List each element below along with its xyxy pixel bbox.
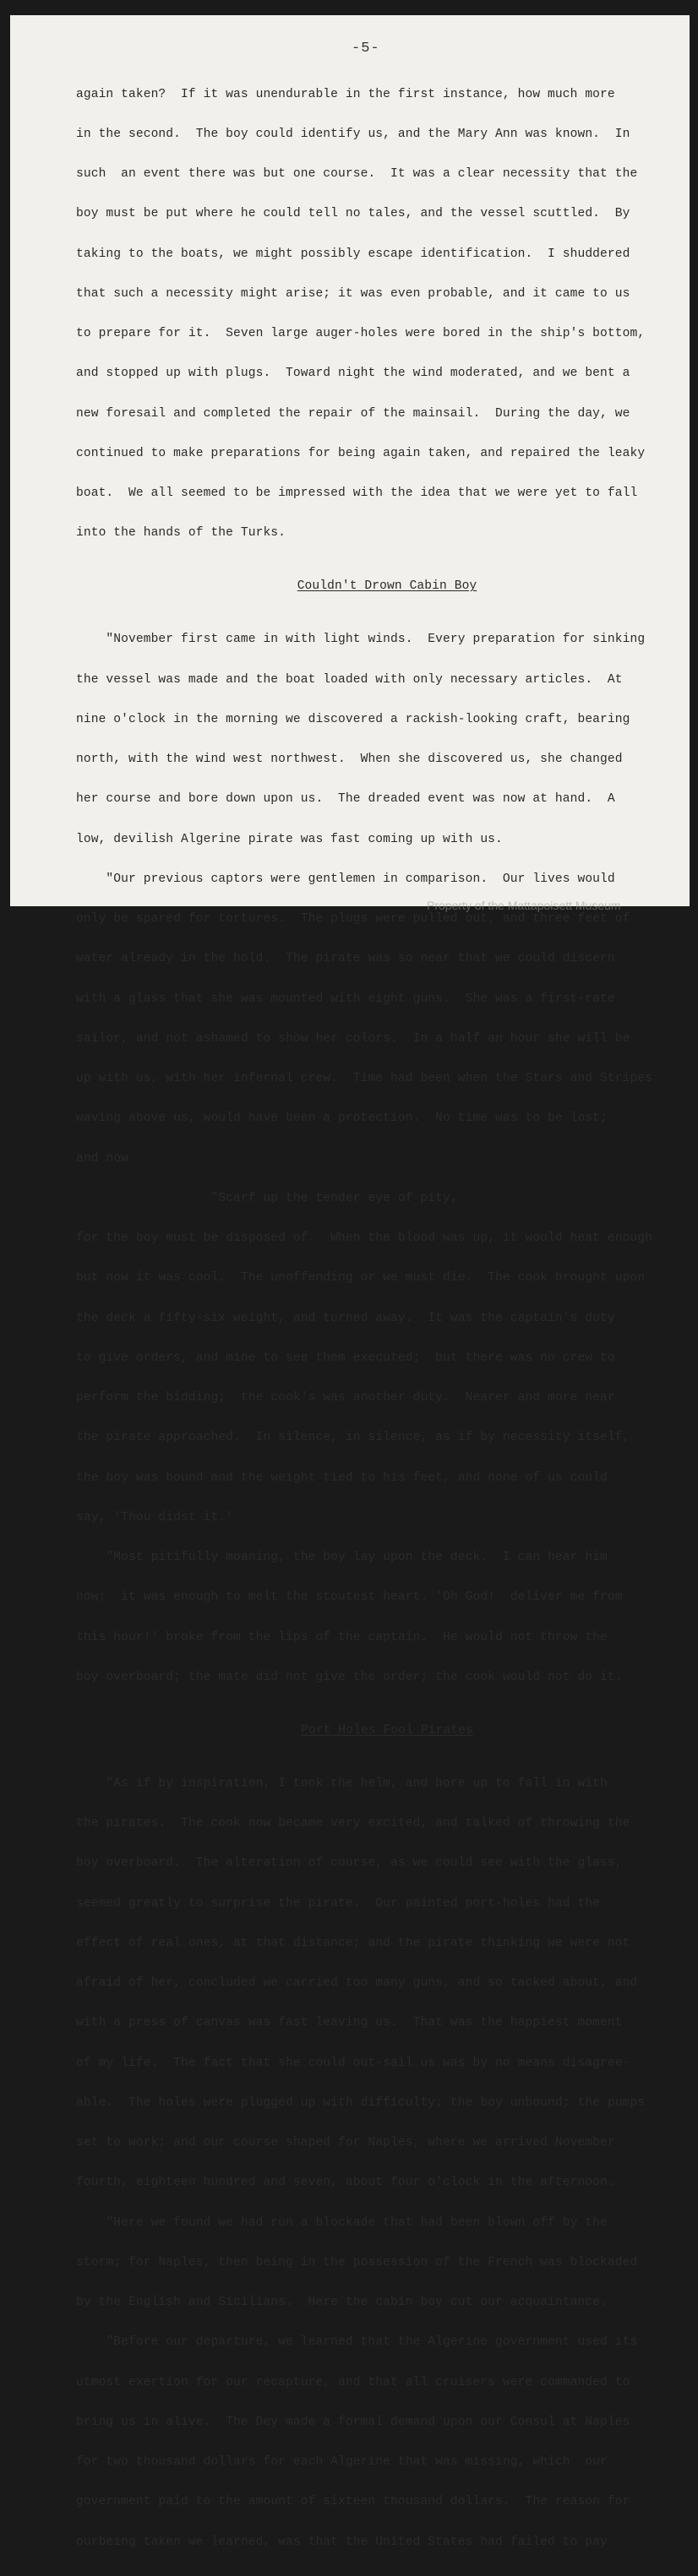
text-line: the vessel was made and the boat loaded with only necessary articles. At xyxy=(76,672,623,687)
text-line: to give orders, and mine to see them executed; but there was no crew to xyxy=(76,1350,615,1365)
text-line: the boy was bound and the weight tied to his feet, and none of us could xyxy=(76,1470,608,1485)
watermark: Property of the Mattapoisett Museum xyxy=(427,899,621,912)
text-line: new foresail and completed the repair of the mainsail. During the day, we xyxy=(76,406,630,421)
text-line: north, with the wind west northwest. When she discovered us, she changed xyxy=(76,753,623,766)
text-line: up with us, with her infernal crew. Time had been when the Stars and Stripes xyxy=(76,1072,653,1085)
text-line: by the English and Sicilians. Here the cabin boy cut our acquaintance. xyxy=(76,2296,608,2309)
text-line: to prepare for it. Seven large auger-holes were bored in the ship's bottom, xyxy=(76,327,646,340)
text-line: boy must be put where he could tell no tales, and the vessel scuttled. By xyxy=(76,207,630,221)
text-line: water already in the hold. The pirate was so near that we could discern xyxy=(76,952,615,966)
text-line: able. The holes were plugged up with difficulty; the boy unbound; the pumps xyxy=(76,2095,646,2110)
text-line: "November first came in with light winds. Every preparation for sinking xyxy=(76,633,646,647)
text-line: waving above us, would have been a protection. No time was to be lost; xyxy=(76,1111,608,1126)
text-line: this hour!' broke from the lips of the captain. He would not throw the xyxy=(76,1630,608,1644)
text-line: "As if by inspiration, I took the helm, and bore up to fall in with xyxy=(76,1776,608,1791)
text-line: again taken? If it was unendurable in the first instance, how much more xyxy=(76,87,615,101)
body-text xyxy=(76,62,698,2576)
text-line: sailor, and not ashamed to show her colors. In a half an hour she will be xyxy=(76,1031,630,1046)
text-line: the pirate approached. In silence, in silence, as if by necessity itself, xyxy=(76,1431,630,1445)
text-line: with a glass that she was mounted with eight guns. She was a first-rate xyxy=(76,992,615,1006)
text-line: her course and bore down upon us. The dreaded event was now at hand. A xyxy=(76,792,615,807)
text-line: only be spared for tortures. The plugs were pulled out, and three feet of xyxy=(76,912,630,926)
section-heading-text: Couldn't Drown Cabin Boy xyxy=(297,579,477,594)
section-heading-text: Port Holes Fool Pirates xyxy=(301,1723,473,1737)
text-line: perform the bidding; the cook's was another duty. Nearer and more near xyxy=(76,1391,615,1405)
text-line: boy overboard. The alteration of course, as we could see with the glass, xyxy=(76,1856,623,1871)
text-line: with a press of canvas was fast leaving us. That was the happiest moment xyxy=(76,2016,623,2030)
text-line: but now it was cool. The unoffending or we must die. The cook brought upon xyxy=(76,1271,646,1285)
text-line: storm; for Naples, then being in the possession of the French was blockaded xyxy=(76,2255,638,2269)
text-line: fourth, eighteen hundred and seven, about four o'clock in the afternoon. xyxy=(76,2176,615,2190)
text-line: "Most pitifully moaning, the boy lay upon the deck. I can hear him xyxy=(76,1551,608,1564)
text-line: say, 'Thou didst it.' xyxy=(76,1510,234,1524)
text-line: "Before our departure, we learned that the Algerine government used its xyxy=(76,2335,638,2350)
text-line: "Scarf up the tender eye of pity, xyxy=(76,1191,458,1205)
text-line: now; it was enough to melt the stoutest heart. 'Oh God! deliver me from xyxy=(76,1590,623,1605)
text-line: "Here we found we had run a blockade that had been blown off by the xyxy=(76,2215,608,2230)
text-line: the deck a fifty-six weight, and turned away. It was the captain's duty xyxy=(76,1311,615,1325)
text-line: such an event there was but one course. It was a clear necessity that the xyxy=(76,167,638,181)
text-line: ourbeing taken we learned, was that the United States had failed to pay xyxy=(76,2535,608,2549)
text-line: of my life. The fact that she could out-sail us was by no means disagree- xyxy=(76,2056,630,2070)
text-line: afraid of her, concluded we carried too many guns, and so tacked about, and xyxy=(76,1976,638,1990)
text-line: for two thousand dollars for each Algerine that was missing, which our xyxy=(76,2455,608,2469)
section-heading xyxy=(76,1725,698,1738)
text-line: into the hands of the Turks. xyxy=(76,526,286,541)
text-line: that such a necessity might arise; it was even probable, and it came to us xyxy=(76,286,630,301)
text-line: "Our previous captors were gentlemen in comparison. Our lives would xyxy=(76,872,615,886)
document-page xyxy=(10,15,690,2549)
text-line: the pirates. The cook now became very excited, and talked of throwing the xyxy=(76,1817,630,1830)
text-line: and now xyxy=(76,1151,129,1166)
text-line: nine o'clock in the morning we discovered a rackish-looking craft, bearing xyxy=(76,712,630,726)
text-line: bring us in alive. The Dey made a formal demand upon our Consul at Naples xyxy=(76,2415,630,2429)
text-line: set to work; and our course shaped for Naples, where we arrived November xyxy=(76,2136,615,2149)
text-line: utmost exertion for our recapture, and that all cruisers were commanded to xyxy=(76,2375,630,2389)
text-line: boy overboard; the mate did not give the order; the cook would not do it. xyxy=(76,1670,623,1684)
text-line: government paid to the amount of sixteen thousand dollars. The reason for xyxy=(76,2495,630,2509)
page-number: -5- xyxy=(352,41,380,57)
text-line: effect of real ones, at that distance; and the pirate thinking we were not xyxy=(76,1936,630,1950)
text-line: boat. We all seemed to be impressed with the idea that we were yet to fall xyxy=(76,486,638,500)
text-line: taking to the boats, we might possibly escape identification. I shuddered xyxy=(76,247,630,261)
text-line: for the boy must be disposed of. When the blood was up, it would heat enough xyxy=(76,1231,653,1245)
text-line: continued to make preparations for being again taken, and repaired the leaky xyxy=(76,446,646,460)
text-line: and stopped up with plugs. Toward night the wind moderated, and we bent a xyxy=(76,367,630,381)
text-line: in the second. The boy could identify us, and the Mary Ann was known. In xyxy=(76,127,630,141)
text-line: low, devilish Algerine pirate was fast coming up with us. xyxy=(76,832,503,846)
section-heading xyxy=(76,580,698,594)
text-line: seemed greatly to surprise the pirate. Our painted port-holes had the xyxy=(76,1896,601,1910)
